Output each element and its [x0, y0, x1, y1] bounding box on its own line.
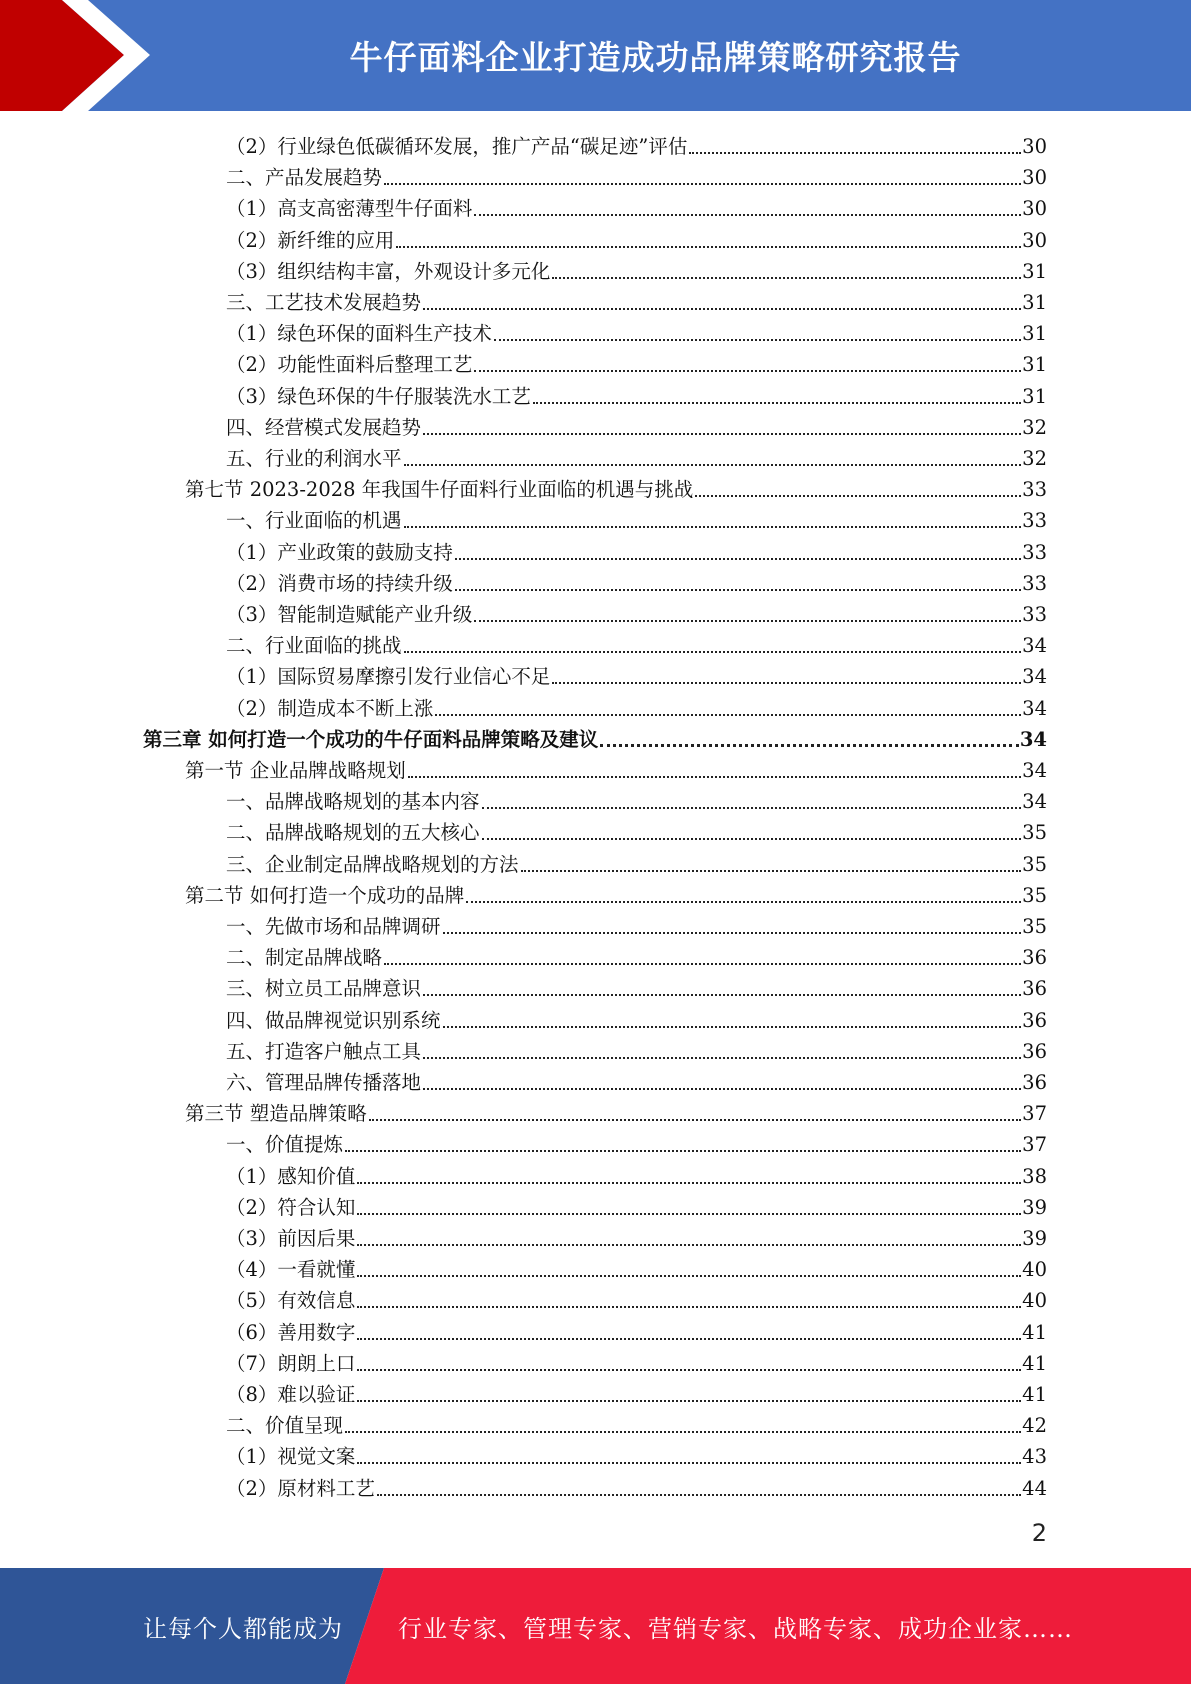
- toc-entry-title: 六、管理品牌传播落地: [226, 1071, 422, 1094]
- toc-entry-title: （4）一看就懂: [226, 1258, 356, 1282]
- toc-entry-title: 一、品牌战略规划的基本内容: [226, 790, 480, 814]
- toc-entry-page: 33: [1022, 540, 1047, 564]
- toc-entry-page: 41: [1022, 1351, 1047, 1375]
- toc-entry-title: （7）朗朗上口: [226, 1351, 356, 1375]
- toc-leader-dots: [357, 1213, 1021, 1215]
- toc-entry[interactable]: [226, 1189, 1047, 1220]
- toc-entry[interactable]: [226, 1345, 1047, 1376]
- toc-entry-title: 二、行业面临的挑战: [226, 634, 402, 658]
- toc-entry[interactable]: [226, 1282, 1047, 1313]
- toc-entry[interactable]: [226, 1376, 1047, 1407]
- toc-leader-dots: [408, 776, 1021, 778]
- toc-leader-dots: [357, 1462, 1021, 1464]
- toc-leader-dots: [466, 901, 1021, 903]
- toc-entry[interactable]: [226, 253, 1047, 284]
- toc-leader-dots: [357, 1306, 1021, 1308]
- toc-entry[interactable]: [226, 1314, 1047, 1345]
- toc-leader-dots: [404, 464, 1022, 466]
- toc-entry-page: 41: [1022, 1383, 1047, 1406]
- toc-entry-title: （2）制造成本不断上涨: [226, 696, 434, 720]
- toc-entry-title: （2）消费市场的持续升级: [226, 571, 453, 595]
- toc-entry-title: （3）组织结构丰富，外观设计多元化: [226, 259, 551, 283]
- toc-entry[interactable]: [226, 128, 1047, 159]
- toc-leader-dots: [384, 963, 1021, 965]
- page-header: [0, 0, 1191, 111]
- toc-leader-dots: [521, 870, 1022, 872]
- toc-leader-dots: [423, 433, 1021, 435]
- toc-entry-title: 第三节 塑造品牌策略: [185, 1102, 367, 1126]
- toc-leader-dots: [600, 744, 1019, 747]
- toc-entry-page: 33: [1022, 509, 1047, 533]
- toc-entry-page: 42: [1022, 1414, 1047, 1438]
- toc-entry[interactable]: [226, 1126, 1047, 1157]
- toc-entry-title: （1）绿色环保的面料生产技术: [226, 322, 492, 346]
- toc-leader-dots: [396, 246, 1021, 248]
- toc-entry-page: 37: [1022, 1102, 1047, 1126]
- toc-entry[interactable]: [185, 877, 1047, 908]
- toc-leader-dots: [384, 183, 1021, 185]
- toc-leader-dots: [423, 308, 1021, 310]
- toc-entry-page: 35: [1022, 852, 1047, 876]
- toc-leader-dots: [404, 651, 1022, 653]
- toc-entry-title: 一、价值提炼: [226, 1133, 344, 1157]
- toc-entry-title: 二、品牌战略规划的五大核心: [226, 821, 480, 845]
- toc-entry-page: 34: [1022, 696, 1047, 720]
- toc-leader-dots: [474, 370, 1021, 372]
- toc-entry[interactable]: [226, 534, 1047, 565]
- toc-entry-page: 35: [1022, 821, 1047, 845]
- toc-entry[interactable]: [226, 1220, 1047, 1251]
- toc-entry[interactable]: [226, 1033, 1047, 1064]
- toc-leader-dots: [455, 558, 1021, 560]
- toc-entry[interactable]: [185, 471, 1047, 502]
- toc-entry[interactable]: [226, 939, 1047, 970]
- toc-entry-title: （2）功能性面料后整理工艺: [226, 353, 473, 377]
- toc-entry[interactable]: [226, 690, 1047, 721]
- toc-entry-title: 第一节 企业品牌战略规划: [185, 759, 406, 782]
- toc-entry-page: 34: [1022, 790, 1047, 814]
- toc-leader-dots: [474, 620, 1021, 622]
- toc-entry[interactable]: [226, 346, 1047, 377]
- page-number: 2: [1031, 1519, 1047, 1547]
- toc-entry[interactable]: [226, 596, 1047, 627]
- toc-entry-page: 32: [1022, 415, 1047, 439]
- toc-entry-page: 40: [1022, 1289, 1047, 1313]
- toc-entry-page: 33: [1022, 478, 1047, 502]
- toc-entry-page: 36: [1022, 1039, 1047, 1063]
- toc-leader-dots: [474, 214, 1021, 216]
- toc-entry[interactable]: [226, 1470, 1047, 1501]
- toc-leader-dots: [443, 932, 1022, 934]
- toc-entry-page: 30: [1022, 228, 1047, 252]
- toc-entry-page: 31: [1022, 291, 1047, 314]
- toc-leader-dots: [552, 682, 1021, 684]
- toc-entry-title: 三、工艺技术发展趋势: [226, 291, 422, 314]
- toc-leader-dots: [357, 1369, 1021, 1371]
- toc-entry[interactable]: [226, 440, 1047, 471]
- toc-entry-title: （2）原材料工艺: [226, 1476, 375, 1500]
- toc-entry[interactable]: [226, 970, 1047, 1001]
- toc-entry-page: 30: [1022, 135, 1047, 158]
- toc-entry-title: 四、做品牌视觉识别系统: [226, 1008, 441, 1032]
- toc-entry-page: 32: [1022, 447, 1047, 470]
- report-title: 牛仔面料企业打造成功品牌策略研究报告: [349, 38, 962, 77]
- toc-leader-dots: [357, 1275, 1021, 1277]
- toc-entry-page: 34: [1022, 665, 1047, 689]
- toc-entry-title: 二、价值呈现: [226, 1414, 344, 1438]
- toc-entry[interactable]: [185, 1095, 1047, 1126]
- toc-leader-dots: [435, 714, 1021, 716]
- toc-entry-page: 34: [1022, 759, 1047, 782]
- toc-entry-title: （2）符合认知: [226, 1195, 356, 1219]
- toc-entry-title: 五、打造客户触点工具: [226, 1039, 422, 1063]
- toc-entry-title: 四、经营模式发展趋势: [226, 415, 422, 439]
- toc-entry[interactable]: [226, 1158, 1047, 1189]
- toc-entry-title: （1）国际贸易摩擦引发行业信心不足: [226, 665, 551, 689]
- toc-entry-page: 34: [1022, 634, 1047, 658]
- toc-entry-page: 36: [1022, 946, 1047, 970]
- toc-entry[interactable]: [226, 627, 1047, 658]
- toc-entry-title: （3）智能制造赋能产业升级: [226, 603, 473, 626]
- footer-slogan-left: 让每个人都能成为: [143, 1614, 343, 1643]
- toc-leader-dots: [689, 152, 1021, 154]
- toc-entry-title: 三、树立员工品牌意识: [226, 977, 422, 1001]
- toc-entry[interactable]: [226, 1251, 1047, 1282]
- toc-entry-title: （1）视觉文案: [226, 1445, 356, 1469]
- toc-leader-dots: [443, 1026, 1022, 1028]
- toc-entry-page: 36: [1022, 977, 1047, 1001]
- toc-entry-title: （3）绿色环保的牛仔服装洗水工艺: [226, 384, 531, 408]
- toc-leader-dots: [494, 339, 1021, 341]
- toc-entry-title: （5）有效信息: [226, 1289, 356, 1313]
- toc-leader-dots: [455, 589, 1021, 591]
- page-footer: [0, 1568, 1191, 1684]
- toc-leader-dots: [552, 277, 1021, 279]
- toc-entry[interactable]: [143, 721, 1047, 752]
- toc-entry[interactable]: [226, 908, 1047, 939]
- toc-leader-dots: [423, 1088, 1021, 1090]
- toc-entry-title: 第二节 如何打造一个成功的品牌: [185, 883, 465, 907]
- toc-entry-title: 三、企业制定品牌战略规划的方法: [226, 852, 519, 876]
- toc-entry-title: 二、产品发展趋势: [226, 166, 383, 190]
- toc-entry[interactable]: [226, 378, 1047, 409]
- toc-entry[interactable]: [226, 565, 1047, 596]
- toc-entry-page: 38: [1022, 1164, 1047, 1188]
- toc-leader-dots: [357, 1400, 1021, 1402]
- toc-entry-page: 34: [1019, 727, 1047, 751]
- toc-entry-page: 35: [1022, 883, 1047, 907]
- toc-entry-page: 31: [1022, 384, 1047, 408]
- toc-entry[interactable]: [226, 409, 1047, 440]
- toc-entry[interactable]: [226, 222, 1047, 253]
- footer-slogan-right: 行业专家、管理专家、营销专家、战略专家、成功企业家……: [398, 1614, 1073, 1643]
- toc-entry-page: 41: [1022, 1320, 1047, 1344]
- toc-entry-page: 36: [1022, 1008, 1047, 1032]
- toc-entry-page: 44: [1022, 1476, 1047, 1500]
- toc-leader-dots: [533, 402, 1021, 404]
- toc-entry-page: 33: [1022, 603, 1047, 626]
- toc-entry-title: （1）产业政策的鼓励支持: [226, 540, 453, 564]
- toc-entry[interactable]: [226, 1002, 1047, 1033]
- toc-entry[interactable]: [226, 1064, 1047, 1095]
- toc-leader-dots: [377, 1494, 1021, 1496]
- toc-leader-dots: [345, 1431, 1021, 1433]
- toc-entry-title: （6）善用数字: [226, 1320, 356, 1344]
- toc-entry-page: 31: [1022, 259, 1047, 283]
- toc-entry[interactable]: [226, 1438, 1047, 1469]
- toc-leader-dots: [482, 838, 1022, 840]
- toc-entry-page: 31: [1022, 322, 1047, 346]
- toc-leader-dots: [404, 526, 1022, 528]
- toc-entry-title: 第七节 2023-2028 年我国牛仔面料行业面临的机遇与挑战: [185, 478, 694, 502]
- toc-entry-page: 37: [1022, 1133, 1047, 1157]
- toc-entry-page: 30: [1022, 166, 1047, 190]
- toc-entry[interactable]: [226, 284, 1047, 315]
- toc-entry-page: 40: [1022, 1258, 1047, 1282]
- toc-entry-title: （8）难以验证: [226, 1383, 356, 1406]
- toc-entry-title: （3）前因后果: [226, 1227, 356, 1250]
- toc-entry-page: 31: [1022, 353, 1047, 377]
- toc-entry-page: 39: [1022, 1195, 1047, 1219]
- toc-entry[interactable]: [226, 846, 1047, 877]
- toc-entry[interactable]: [226, 502, 1047, 533]
- toc-entry[interactable]: [226, 658, 1047, 689]
- toc-leader-dots: [695, 495, 1021, 497]
- toc-entry-page: 35: [1022, 915, 1047, 938]
- toc-entry[interactable]: [185, 752, 1047, 783]
- toc-entry-title: 五、行业的利润水平: [226, 447, 402, 470]
- toc-entry-title: 二、制定品牌战略: [226, 946, 383, 970]
- toc-leader-dots: [357, 1338, 1021, 1340]
- toc-leader-dots: [482, 807, 1022, 809]
- toc-entry-page: 43: [1022, 1445, 1047, 1469]
- toc-entry[interactable]: [226, 783, 1047, 814]
- toc-entry-page: 30: [1022, 197, 1047, 221]
- toc-entry-page: 36: [1022, 1071, 1047, 1094]
- toc-entry-title: （2）新纤维的应用: [226, 228, 395, 252]
- toc-entry-page: 33: [1022, 571, 1047, 595]
- toc-entry[interactable]: [226, 159, 1047, 190]
- toc-entry-page: 39: [1022, 1227, 1047, 1250]
- toc-leader-dots: [423, 994, 1021, 996]
- toc-entry-title: （1）高支高密薄型牛仔面料: [226, 197, 473, 221]
- toc-leader-dots: [369, 1119, 1021, 1121]
- toc-entry-title: 一、行业面临的机遇: [226, 509, 402, 533]
- toc-entry-title: 第三章 如何打造一个成功的牛仔面料品牌策略及建议: [143, 727, 599, 751]
- toc-leader-dots: [423, 1057, 1021, 1059]
- toc-leader-dots: [357, 1182, 1021, 1184]
- toc-entry[interactable]: [226, 1407, 1047, 1438]
- toc-leader-dots: [345, 1150, 1021, 1152]
- toc-entry-title: （2）行业绿色低碳循环发展，推广产品“碳足迹”评估: [226, 135, 688, 158]
- toc-entry-title: 一、先做市场和品牌调研: [226, 915, 441, 938]
- toc-entry-title: （1）感知价值: [226, 1164, 356, 1188]
- toc-entry[interactable]: [226, 814, 1047, 845]
- toc-leader-dots: [357, 1244, 1021, 1246]
- toc-entry[interactable]: [226, 315, 1047, 346]
- toc-entry[interactable]: [226, 190, 1047, 221]
